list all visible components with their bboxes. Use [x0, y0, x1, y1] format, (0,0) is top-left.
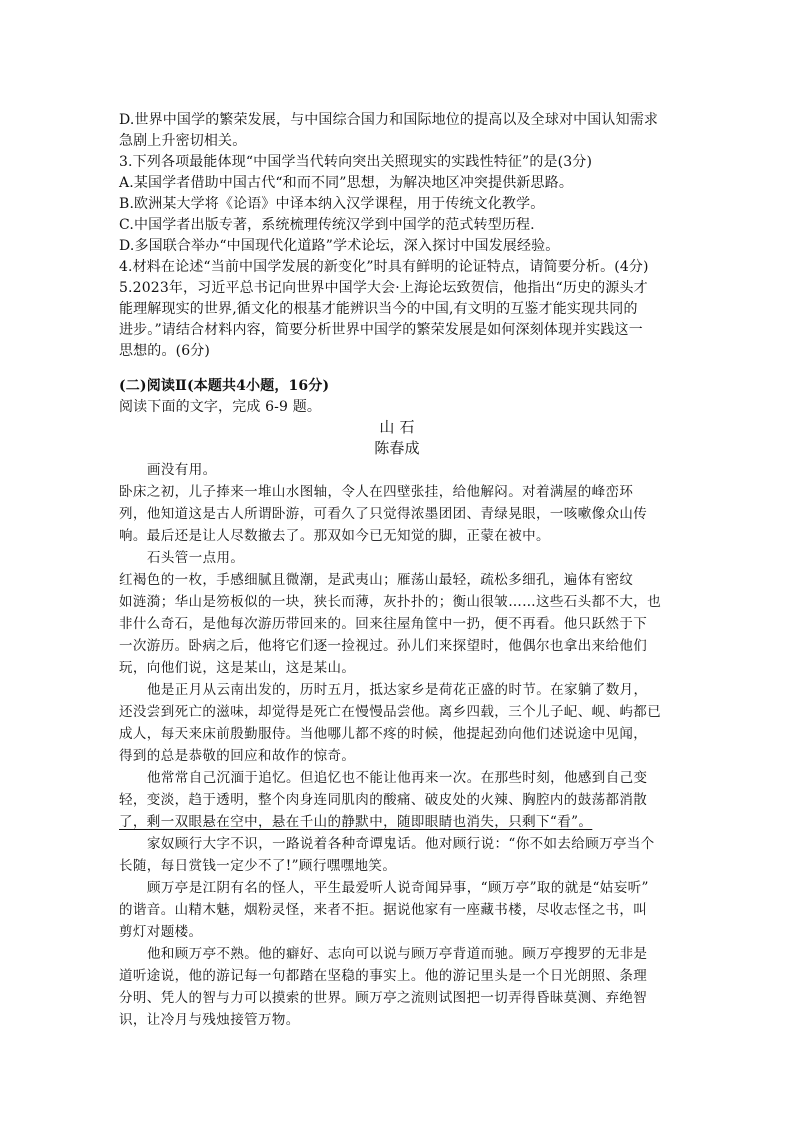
story-line: 石头管一点用。 [147, 550, 245, 566]
q2-option-d-line-2: 急剧上升密切相关。 [119, 133, 247, 149]
story-line: 得到的总是恭敬的回应和故作的惊奇。 [119, 748, 356, 764]
story-line: 他是正月从云南出发的，历时五月，抵达家乡是荷花正盛的时节。在家躺了数月， [147, 682, 648, 698]
story-line: 列，他知道这是古人所谓卧游，可看久了只觉得浓墨团团、青绿晃眼，一咳嗽像众山传 [119, 506, 648, 522]
story-author: 陈春成 [374, 439, 420, 457]
story-line-underlined: 了，剩一双眼悬在空中，悬在千山的静默中，随即眼睛也消失，只剩下“看”。 [119, 814, 593, 830]
story-line: 识，让冷月与残烛接管万物。 [119, 1012, 300, 1028]
story-line: 玩，向他们说，这是某山，这是某山。 [119, 660, 356, 676]
story-line: 他和顾万亭不熟。他的癖好、志向可以说与顾万亭背道而驰。顾万亭搜罗的无非是 [147, 946, 648, 962]
story-line: 如涟漪；华山是笏板似的一块，狭长而薄，灰扑扑的；衡山很皱……这些石头都不大，也 [119, 594, 662, 610]
q3-option-a: A.某国学者借助中国古代“和而不同”思想，为解决地区冲突提供新思路。 [119, 175, 573, 191]
q2-option-d-line-1: D.世界中国学的繁荣发展，与中国综合国力和国际地位的提高以及全球对中国认知需求 [119, 112, 659, 128]
q5-line-1: 5.2023年，习近平总书记向世界中国学大会·上海论坛致贺信，他指出“历史的源头才 [119, 280, 648, 296]
q4-stem: 4.材料在论述“当前中国学发展的新变化”时具有鲜明的论证特点，请简要分析。(4分) [119, 259, 649, 275]
story-line: 成人，每天来床前殷勤服侍。当他哪儿都不疼的时候，他提起劲向他们述说途中见闻， [119, 726, 648, 742]
q5-line-2: 能理解现实的世界,循文化的根基才能辨识当今的中国,有文明的互鉴才能实现共同的 [119, 301, 638, 317]
story-line: 他常常自己沉湎于追忆。但追忆也不能让他再来一次。在那些时刻，他感到自己变 [147, 770, 648, 786]
story-line: 响。最后还是让人尽数撤去了。那双如今已无知觉的脚，正蒙在被中。 [119, 528, 550, 544]
story-line: 道听途说，他的游记每一句都踏在坚稳的事实上。他的游记里头是一个日光朗照、条理 [119, 968, 648, 984]
section-instruction: 阅读下面的文字，完成 6-9 题。 [119, 399, 321, 415]
q3-option-b: B.欧洲某大学将《论语》中译本纳入汉学课程，用于传统文化教学。 [119, 196, 545, 212]
story-title: 山 石 [379, 418, 415, 436]
q5-line-3: 进步。”请结合材料内容，简要分析世界中国学的繁荣发展是如何深刻体现并实践这一 [119, 322, 643, 338]
q3-option-c: C.中国学者出版专著，系统梳理传统汉学到中国学的范式转型历程. [119, 217, 535, 233]
story-line: 画没有用。 [147, 462, 217, 478]
story-line: 卧床之初，儿子捧来一堆山水图轴，令人在四壁张挂，给他解闷。对着满屋的峰峦环 [119, 484, 634, 500]
story-line: 分明、凭人的智与力可以摸索的世界。顾万亭之流则试图把一切弄得昏昧莫测、弃绝智 [119, 990, 648, 1006]
story-line: 红褐色的一枚，手感细腻且微潮，是武夷山；雁荡山最轻，疏松多细孔，遍体有密纹 [119, 572, 634, 588]
story-line: 非什么奇石，是他每次游历带回来的。回来往屋角筐中一扔，便不再看。他只跃然于下 [119, 616, 648, 632]
story-line: 剪灯对题楼。 [119, 924, 203, 940]
q3-stem: 3.下列各项最能体现“中国学当代转向突出关照现实的实践性特征”的是(3分) [119, 154, 593, 170]
story-line: 轻，变淡，趋于透明，整个肉身连同肌肉的酸痛、破皮处的火辣、胸腔内的鼓荡都消散 [119, 792, 648, 808]
story-line: 的谐音。山精木魅，烟粉灵怪，来者不拒。据说他家有一座藏书楼，尽收志怪之书，叫 [119, 902, 648, 918]
story-line: 家奴顾行大字不识，一路说着各种奇谭鬼话。他对顾行说：“你不如去给顾万亭当个 [147, 836, 655, 852]
story-line: 还没尝到死亡的滋味，却觉得是死亡在慢慢品尝他。离乡四载，三个儿子屺、岘、屿都已 [119, 704, 662, 720]
story-line: 顾万亭是江阴有名的怪人，平生最爱听人说奇闻异事，“顾万亭”取的就是“姑妄听” [147, 880, 649, 896]
q3-option-d: D.多国联合举办“中国现代化道路”学术论坛，深入探讨中国发展经验。 [119, 238, 560, 254]
q5-line-4: 思想的。(6分) [119, 343, 211, 359]
story-line: 一次游历。卧病之后，他将它们逐一捡视过。孙儿们来探望时，他偶尔也拿出来给他们 [119, 638, 648, 654]
story-line: 长随，每日赏钱一定少不了!”顾行嘿嘿地笑。 [119, 858, 397, 874]
section-heading: (二)阅读Ⅱ(本题共4小题，16分) [119, 378, 330, 394]
